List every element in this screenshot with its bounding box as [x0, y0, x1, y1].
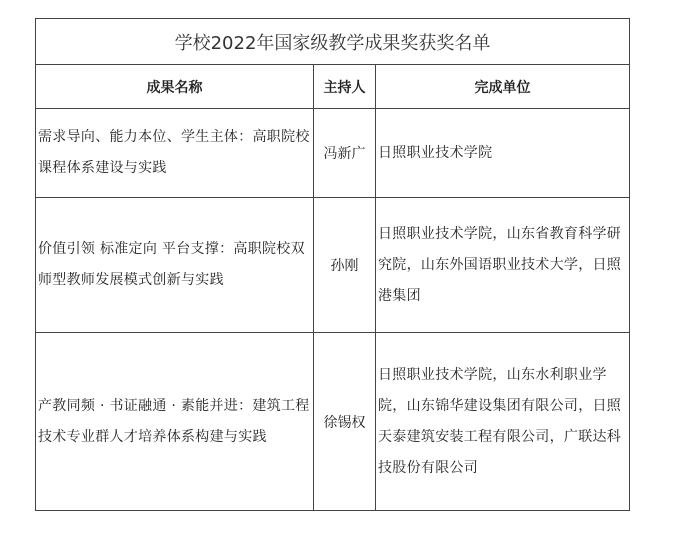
achievement-name: 需求导向、能力本位、学生主体：高职院校课程体系建设与实践	[36, 109, 314, 198]
award-list-table	[35, 18, 630, 511]
achievement-name: 产教同频 · 书证融通 · 素能并进：建筑工程技术专业群人才培养体系构建与实践	[36, 333, 314, 511]
table-row	[36, 198, 630, 333]
title-row	[36, 19, 630, 65]
completing-unit: 日照职业技术学院	[376, 109, 630, 198]
host-name: 冯新广	[314, 109, 376, 198]
table-title: 学校2022年国家级教学成果奖获奖名单	[36, 19, 630, 65]
host-name: 孙刚	[314, 198, 376, 333]
column-header-name: 成果名称	[36, 65, 314, 109]
table-row	[36, 333, 630, 511]
header-row	[36, 65, 630, 109]
achievement-name: 价值引领 标准定向 平台支撑：高职院校双师型教师发展模式创新与实践	[36, 198, 314, 333]
table-row	[36, 109, 630, 198]
column-header-host: 主持人	[314, 65, 376, 109]
column-header-unit: 完成单位	[376, 65, 630, 109]
completing-unit: 日照职业技术学院，山东省教育科学研究院，山东外国语职业技术大学，日照港集团	[376, 198, 630, 333]
host-name: 徐锡权	[314, 333, 376, 511]
completing-unit: 日照职业技术学院，山东水利职业学院，山东锦华建设集团有限公司，日照天泰建筑安装工程有限公司，广联达科技股份有限公司	[376, 333, 630, 511]
